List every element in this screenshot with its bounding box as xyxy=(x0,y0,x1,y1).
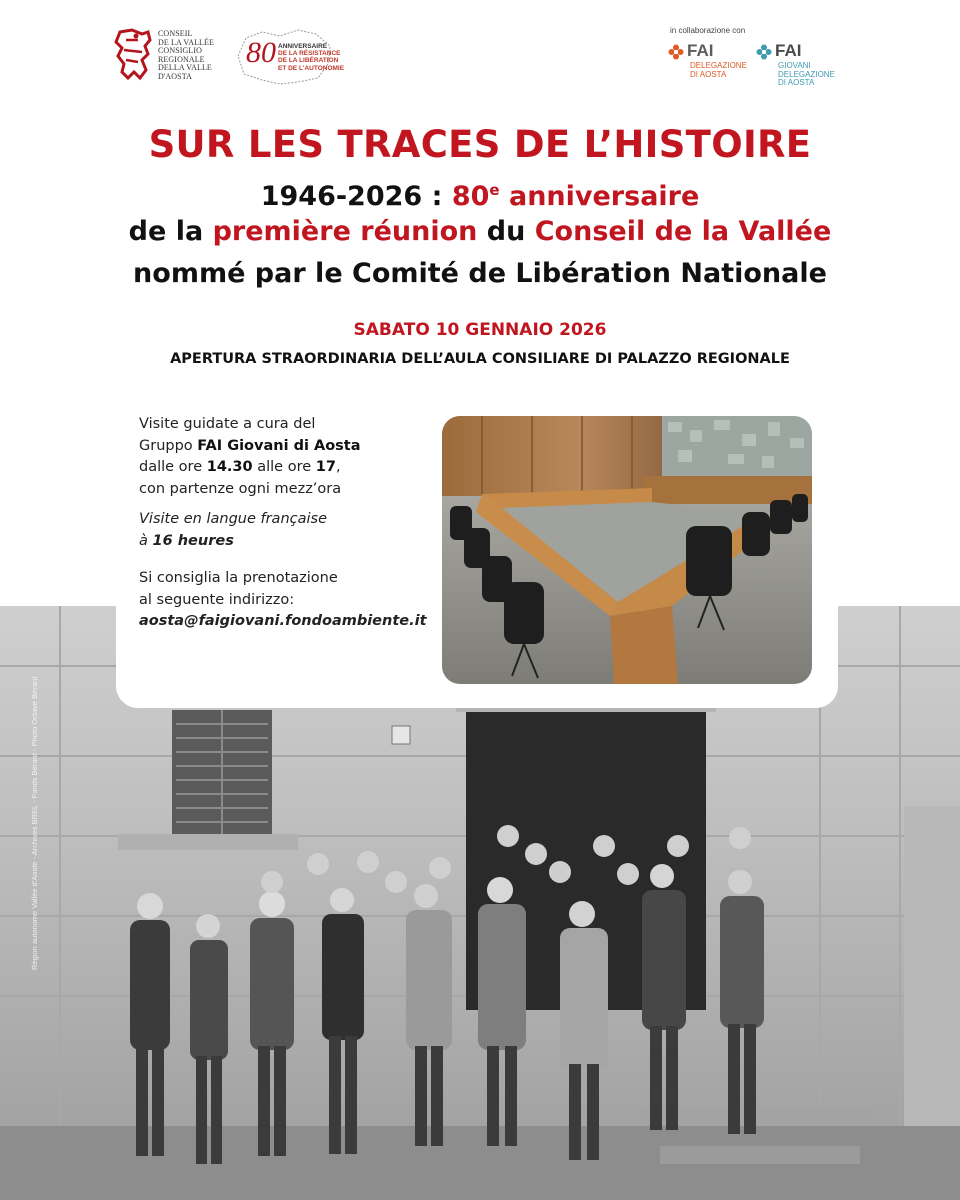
council-chamber-illustration xyxy=(442,416,812,684)
info-line xyxy=(139,436,429,458)
info-text: alle ore xyxy=(252,459,316,475)
booking-email[interactable] xyxy=(139,611,429,633)
event-date: SABATO 10 GENNAIO 2026 xyxy=(353,320,607,340)
booking-line: al seguente indirizzo: xyxy=(139,591,295,608)
text-fragment: de la xyxy=(128,216,213,247)
collab-label: in collaborazione con xyxy=(670,26,746,35)
info-text: Gruppo xyxy=(139,437,198,454)
consiglio-line: D'AOSTA xyxy=(158,71,192,81)
text-highlight: Conseil de la Vallée xyxy=(534,216,832,247)
page-title: SUR LES TRACES DE L’HISTOIRE xyxy=(148,123,812,166)
anniversary-text xyxy=(452,181,699,212)
consiglio-line: DELLA VALLE xyxy=(158,63,212,73)
fai-brand: FAI xyxy=(775,41,802,60)
fai-brand: FAI xyxy=(687,41,714,60)
consiglio-text xyxy=(158,30,214,82)
headline-line-3: nommé par le Comité de Libération Nationale xyxy=(133,258,827,289)
french-line xyxy=(139,509,429,531)
ordinal-sup: e xyxy=(489,181,500,199)
info-text: , xyxy=(335,459,341,475)
consiglio-line: CONSEIL xyxy=(158,29,193,38)
anniversary-number: 80 xyxy=(246,36,276,69)
anniversary-line-dark: ANNIVERSAIRE xyxy=(278,43,328,50)
booking-line: Si consiglia la prenotazione xyxy=(139,570,338,586)
anniversary-word: anniversaire xyxy=(499,181,700,212)
headline-line-2 xyxy=(0,214,960,250)
fai-giovani-logo xyxy=(756,42,846,86)
fai-flower-icon xyxy=(668,44,684,60)
info-text: dalle ore xyxy=(139,459,207,475)
fai-sub: GIOVANI DELEGAZIONE DI AOSTA xyxy=(778,61,835,88)
fai-sub: DELEGAZIONE DI AOSTA xyxy=(690,61,747,79)
lion-emblem-icon xyxy=(112,26,156,82)
photo-credit: Région autonome Vallée d'Aoste - Archives BREL - Fonds Bérard - Photo Octave Bérard xyxy=(30,676,39,970)
anniversary-line-red: DE LA RÉSISTANCE DE LA LIBÉRATION ET DE L'AUTONOMIE xyxy=(278,50,345,72)
visit-info xyxy=(139,414,429,633)
group-name: FAI Giovani di Aosta xyxy=(197,437,361,454)
fai-flower-icon xyxy=(756,44,772,60)
email-link[interactable]: aosta@faigiovani.fondoambiente.it xyxy=(139,613,427,629)
anniversary-80-logo xyxy=(232,26,345,88)
anniversary-lines xyxy=(278,43,344,72)
info-line: Visite guidate a cura del xyxy=(139,416,316,432)
french-text: Visite en langue française xyxy=(139,511,327,527)
info-line xyxy=(139,457,429,479)
french-text: à xyxy=(139,532,153,549)
french-line xyxy=(139,531,429,553)
consiglio-line: CONSIGLIO xyxy=(158,46,203,56)
text-fragment: du xyxy=(477,216,535,247)
headline-line-1 xyxy=(0,172,960,215)
council-chamber-photo xyxy=(442,416,812,684)
french-time: 16 heures xyxy=(152,532,234,549)
consiglio-line: DE LA VALLÉE xyxy=(158,37,215,47)
fai-delegazione-logo xyxy=(668,42,758,86)
years-text: 1946-2026 : xyxy=(260,181,452,212)
start-time: 14.30 xyxy=(206,459,253,475)
consiglio-line: REGIONALE xyxy=(158,54,205,64)
event-title: APERTURA STRAORDINARIA DELL’AULA CONSILIARE DI PALAZZO REGIONALE xyxy=(170,351,790,367)
anniversary-number-text: 80 xyxy=(451,181,490,212)
consiglio-regionale-logo xyxy=(112,26,222,86)
text-highlight: première réunion xyxy=(212,216,478,247)
end-time: 17 xyxy=(315,459,336,475)
info-line: con partenze ogni mezz’ora xyxy=(139,480,342,497)
